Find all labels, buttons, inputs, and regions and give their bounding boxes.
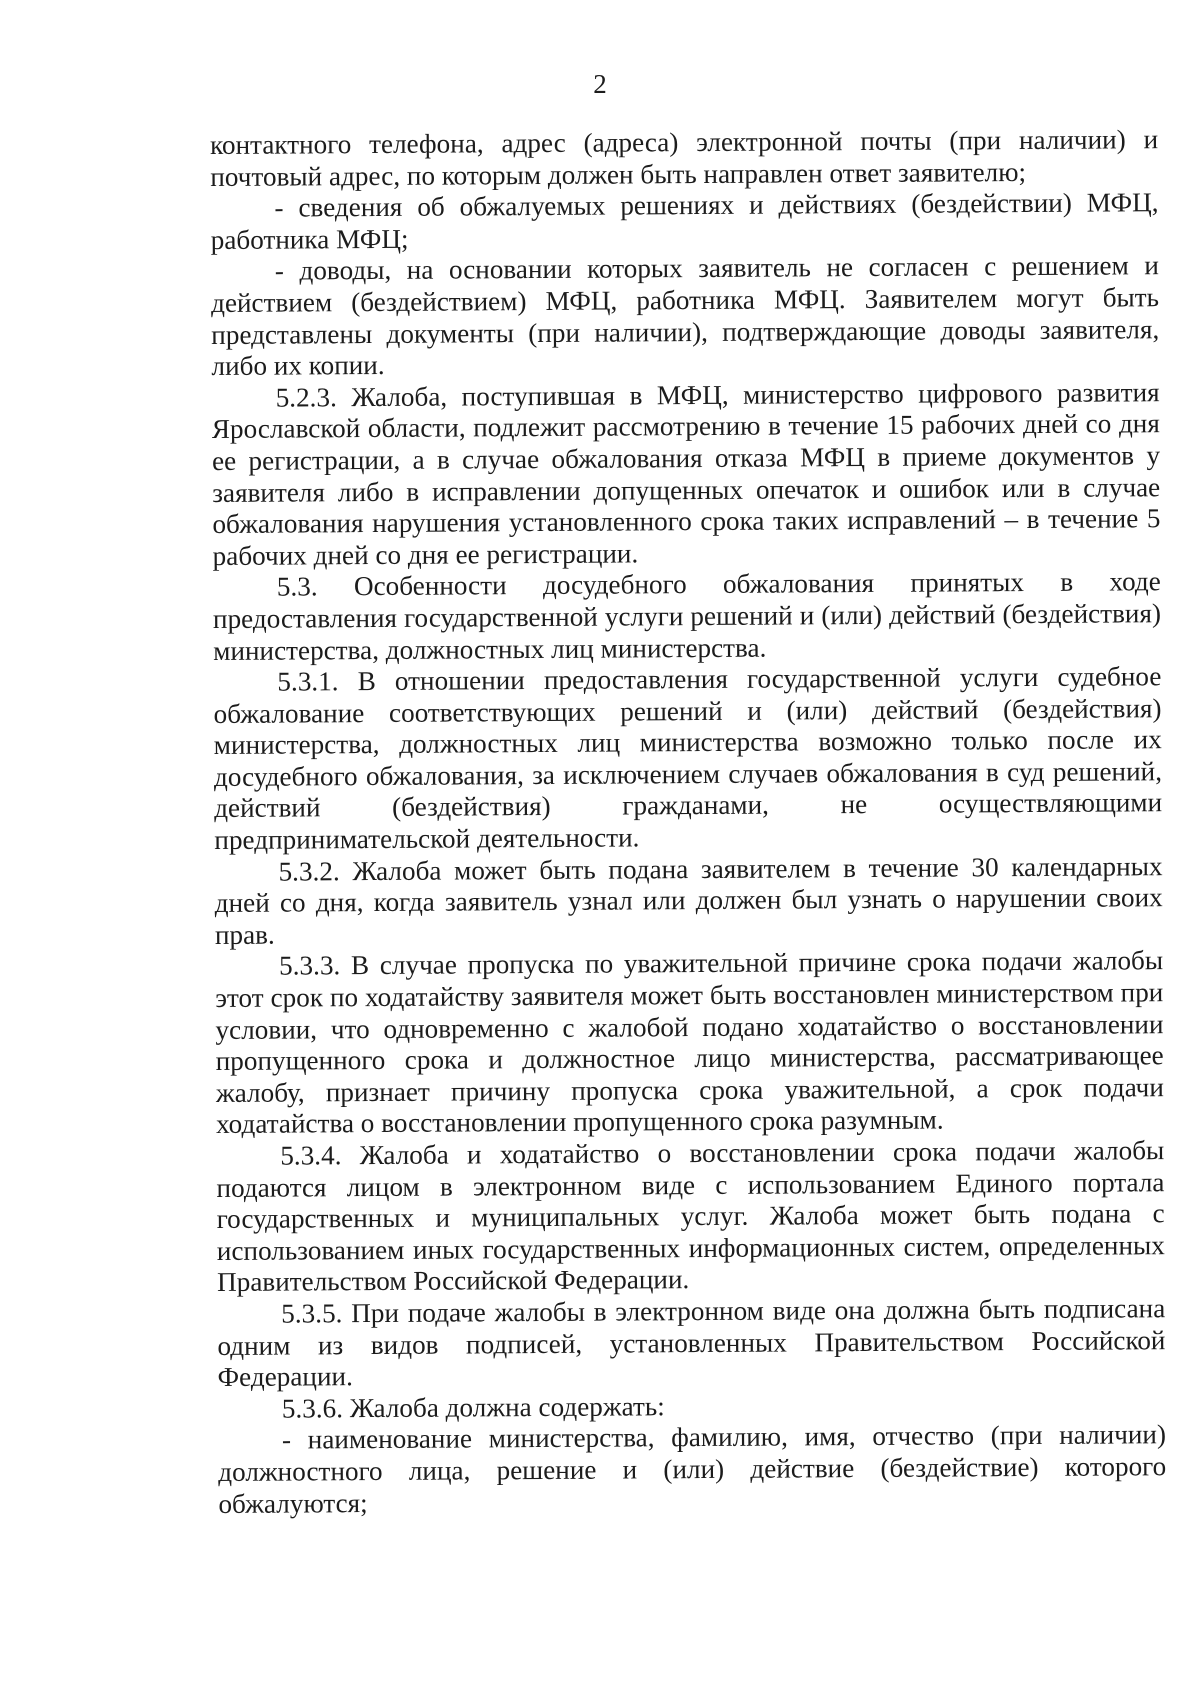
paragraph-ministry-name: - наименование министерства, фамилию, имя, отчество (при наличии) должностного лица, решение и (или) действие (бездействие) которого обжалуются; [218,1419,1167,1519]
paragraph-appealed-decisions: - сведения об обжалуемых решениях и действиях (бездействии) МФЦ, работника МФЦ; [210,187,1159,255]
paragraph-5-3-3: 5.3.3. В случае пропуска по уважительной причине срока подачи жалобы этот срок по ходатайству заявителя может быть восстановлен министерством при условии, что одновременно с жалобой подано ходатайство о восстановлении пропущенного срока и должностное лицо министерства, рассматривающее жалобу, признает причину пропуска срока уважительной, а срок подачи ходатайства о восстановлении пропущенного срока разумным. [215,945,1164,1140]
document-body [210,124,1166,1520]
paragraph-5-3-5: 5.3.5. При подаче жалобы в электронном виде она должна быть подписана одним из видов подписей, установленных Правительством Российской Федерации. [217,1293,1166,1393]
paragraph-arguments: - доводы, на основании которых заявитель не согласен с решением и действием (бездействием) МФЦ, работника МФЦ. Заявителем могут быть представлены документы (при наличии), подтверждающие доводы заявителя, либо их копии. [210,250,1160,382]
page-number: 2 [593,69,607,99]
paragraph-5-2-3: 5.2.3. Жалоба, поступившая в МФЦ, министерство цифрового развития Ярославской области, подлежит рассмотрению в течение 15 рабочих дней со дня ее регистрации, а в случае обжалования отказа МФЦ в приеме документов у заявителя либо в исправлении допущенных опечаток и ошибок или в случае обжалования нарушения установленного срока таких исправлений – в течение 5 рабочих дней со дня ее регистрации. [211,376,1161,571]
paragraph-5-3-1: 5.3.1. В отношении предоставления государственной услуги судебное обжалование соответствующих решений и (или) действий (бездействия) министерства, должностных лиц министерства возможно только после их досудебного обжалования, за исключением случаев обжалования в суд решений, действий (бездействия) гражданами, не осуществляющими предпринимательской деятельности. [213,661,1163,856]
paragraph-5-3-4: 5.3.4. Жалоба и ходатайство о восстановлении срока подачи жалобы подаются лицом в электронном виде с использованием Единого портала государственных и муниципальных услуг. Жалоба может быть подана с использованием иных государственных информационных систем, определенных Правительством Российской Федерации. [216,1135,1165,1298]
paragraph-5-3-2: 5.3.2. Жалоба может быть подана заявителем в течение 30 календарных дней со дня, когда заявитель узнал или должен был узнать о нарушении своих прав. [214,850,1163,950]
paragraph-contact-details: контактного телефона, адрес (адреса) электронной почты (при наличии) и почтовый адрес, по которым должен быть направлен ответ заявителю; [210,124,1159,192]
paragraph-5-3: 5.3. Особенности досудебного обжалования принятых в ходе предоставления государственной услуги решений и (или) действий (бездействия) министерства, должностных лиц министерства. [212,566,1162,666]
paragraph-5-3-6: 5.3.6. Жалоба должна содержать: [281,1390,665,1424]
